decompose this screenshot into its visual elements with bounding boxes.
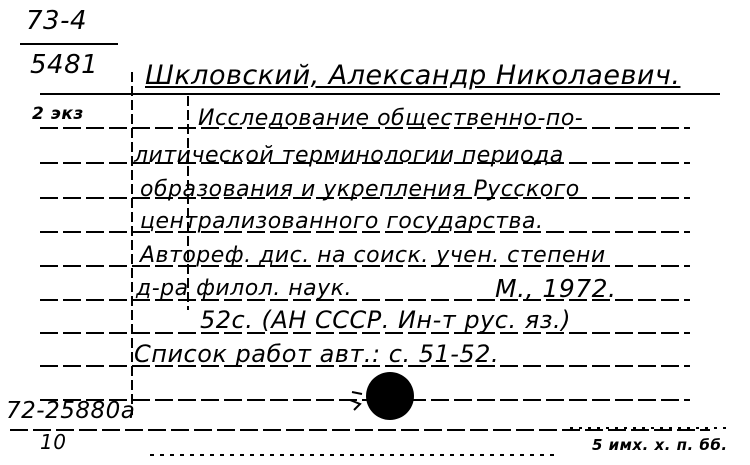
title-line-5: Автореф. дис. на соиск. учен. степени	[140, 243, 606, 268]
bottom-right-note: 5 имх. х. п. бб.	[592, 436, 728, 454]
call-number-bottom: 5481	[30, 50, 99, 80]
copies-note: 2 экз	[32, 104, 84, 124]
bibliography-note: Список работ авт.: с. 51-52.	[134, 340, 500, 368]
title-line-1: Исследование общественно-по-	[198, 106, 584, 131]
pages-publisher: 52с. (АН СССР. Ин-т рус. яз.)	[200, 306, 571, 334]
title-line-2: литической терминологии периода	[134, 143, 564, 168]
title-line-3: образования и укрепления Русского	[140, 177, 580, 202]
author-heading: Шкловский, Александр Николаевич.	[145, 60, 681, 91]
accession-number: 72-25880а	[6, 398, 136, 424]
bottom-number: 10	[40, 430, 67, 454]
degree-line: д-ра филол. наук.	[136, 276, 352, 301]
call-number-top: 73-4	[26, 6, 88, 36]
title-line-4: централизованного государства.	[140, 209, 544, 234]
imprint: М., 1972.	[495, 274, 617, 303]
ink-blot-icon	[340, 364, 420, 424]
